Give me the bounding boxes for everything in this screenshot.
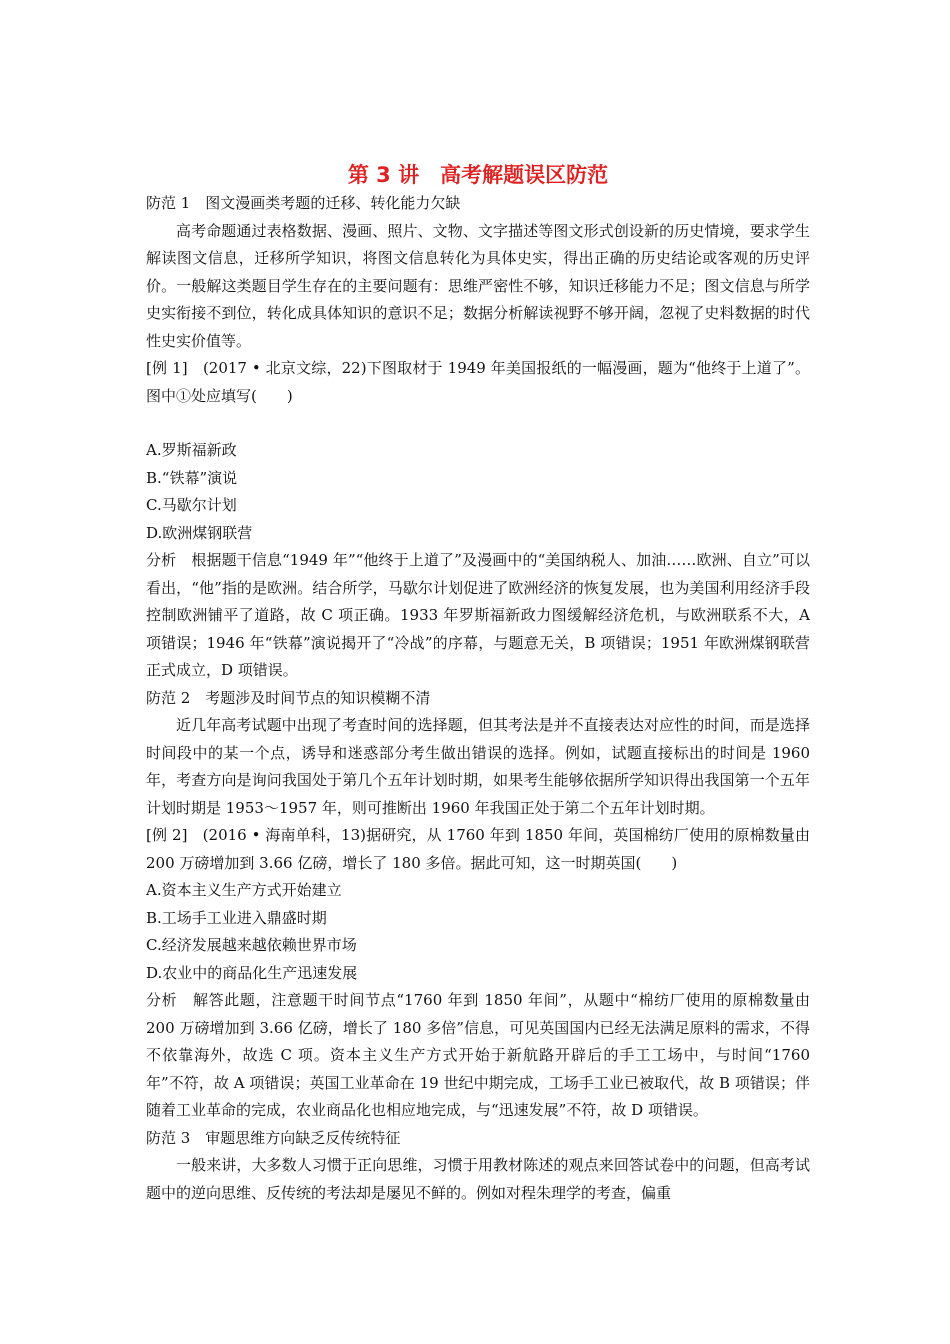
example-1-question: [例 1] (2017 • 北京文综，22)下图取材于 1949 年美国报纸的一幅漫画，题为“他终于上道了”。图中①处应填写( ) bbox=[146, 359, 810, 405]
section-3-intro: 一般来讲，大多数人习惯于正向思维，习惯于用教材陈述的观点来回答试卷中的问题，但高考试题中的逆向思维、反传统的考法却是屡见不鲜的。例如对程朱理学的考查，偏重 bbox=[146, 1156, 810, 1202]
section-2-heading: 防范 2 考题涉及时间节点的知识模糊不清 bbox=[146, 688, 431, 707]
example-1-options bbox=[146, 437, 810, 547]
page-title: 第 3 讲 高考解题误区防范 bbox=[347, 163, 609, 187]
option-d: D.农业中的商品化生产迅速发展 bbox=[146, 963, 358, 982]
section-3-heading: 防范 3 审题思维方向缺乏反传统特征 bbox=[146, 1128, 401, 1147]
section-1-intro: 高考命题通过表格数据、漫画、照片、文物、文字描述等图文形式创设新的历史情境，要求学生解读图文信息，迁移所学知识，将图文信息转化为具体史实，得出正确的历史结论或客观的历史评价。一般解这类题目学生存在的主要问题有：思维严密性不够，知识迁移能力不足；图文信息与所学史实衔接不到位，转化成具体知识的意识不足；数据分析解读视野不够开阔，忽视了史料数据的时代性史实价值等。 bbox=[146, 221, 810, 350]
figure-placeholder bbox=[146, 410, 810, 437]
section-1-heading: 防范 1 图文漫画类考题的迁移、转化能力欠缺 bbox=[146, 194, 461, 212]
example-1-analysis: 分析 根据题干信息“1949 年”“他终于上道了”及漫画中的“美国纳税人、加油……欧洲、自立”可以看出，“他”指的是欧洲。结合所学，马歇尔计划促进了欧洲经济的恢复发展，也为美国利用经济手段控制欧洲铺平了道路，故 C 项正确。1933 年罗斯福新政力图缓解经济危机，与欧洲联系不大，A 项错误；1946 年“铁幕”演说揭开了“冷战”的序幕，与题意无关，B 项错误；1951 年欧洲煤钢联营正式成立，D 项错误。 bbox=[146, 551, 810, 679]
example-2-question: [例 2] (2016 • 海南单科，13)据研究，从 1760 年到 1850 年间，英国棉纺厂使用的原棉数量由 200 万磅增加到 3.66 亿磅，增长了 180 多倍。据此可知，这一时期英国( ) bbox=[146, 826, 810, 872]
example-2-analysis: 分析 解答此题，注意题干时间节点“1760 年到 1850 年间”，从题中“棉纺厂使用的原棉数量由 200 万磅增加到 3.66 亿磅，增长了 180 多倍”信息，可见英国国内已经无法满足原料的需求，不得不依靠海外，故选 C 项。资本主义生产方式开始于新航路开辟后的手工工场中，与时间“1760 年”不符，故 A 项错误；英国工业革命在 19 世纪中期完成，工场手工业已被取代，故 B 项错误；伴随着工业革命的完成，农业商品化也相应地完成，与“迅速发展”不符，故 D 项错误。 bbox=[146, 991, 810, 1119]
option-d: D.欧洲煤钢联营 bbox=[146, 523, 253, 542]
option-b: B.“铁幕”演说 bbox=[146, 468, 238, 487]
option-c: C.经济发展越来越依赖世界市场 bbox=[146, 936, 357, 954]
option-c: C.马歇尔计划 bbox=[146, 496, 237, 514]
option-a: A.资本主义生产方式开始建立 bbox=[146, 881, 342, 899]
document-page bbox=[146, 160, 810, 1207]
section-2-intro: 近几年高考试题中出现了考查时间的选择题，但其考法是并不直接表达对应性的时间，而是选择时间段中的某一个点，诱导和迷惑部分考生做出错误的选择。例如，试题直接标出的时间是 1960 年，考查方向是询问我国处于第几个五年计划时期，如果考生能够依据所学知识得出我国第一个五年计划时期是 1953～1957 年，则可推断出 1960 年我国正处于第二个五年计划时期。 bbox=[146, 716, 810, 817]
option-b: B.工场手工业进入鼎盛时期 bbox=[146, 908, 327, 927]
option-a: A.罗斯福新政 bbox=[146, 441, 237, 459]
